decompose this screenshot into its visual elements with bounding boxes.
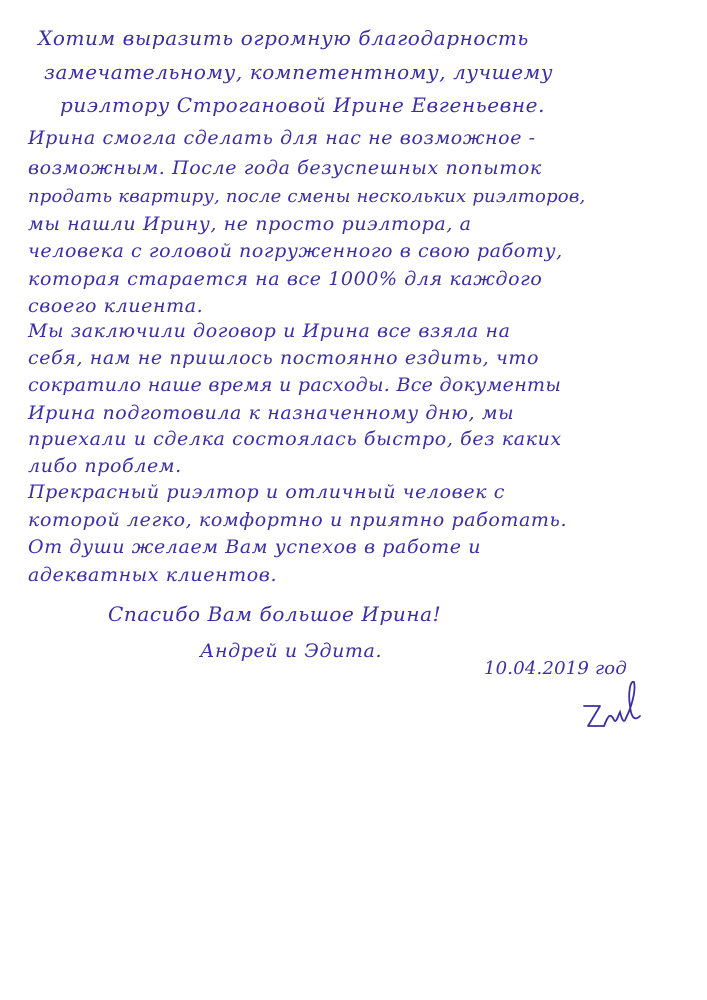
letter-line-10: своего клиента. <box>28 295 204 317</box>
letter-line-5: возможным. После года безуспешных попыток <box>28 157 542 179</box>
letter-line-6: продать квартиру, после смены нескольких риэлторов, <box>28 186 586 207</box>
letter-line-12: себя, нам не пришлось постоянно ездить, что <box>28 347 540 369</box>
letter-line-4: Ирина смогла сделать для нас не возможное - <box>28 127 536 149</box>
letter-line-3: риэлтору Строгановой Ирине Евгеньевне. <box>60 93 546 117</box>
letter-line-19: От души желаем Вам успехов в работе и <box>28 536 482 558</box>
letter-line-7: мы нашли Ирину, не просто риэлтора, а <box>28 213 472 235</box>
closing-line: Спасибо Вам большое Ирина! <box>108 602 442 626</box>
letter-date: 10.04.2019 год <box>484 658 627 679</box>
letter-line-9: которая старается на все 1000% для каждого <box>28 268 543 290</box>
signatory-names: Андрей и Эдита. <box>200 640 383 662</box>
letter-line-1: Хотим выразить огромную благодарность <box>38 26 529 50</box>
letter-line-13: сократило наше время и расходы. Все документы <box>28 374 562 396</box>
letter-line-11: Мы заключили договор и Ирина все взяла на <box>28 320 511 342</box>
letter-line-15: приехали и сделка состоялась быстро, без каких <box>28 428 562 450</box>
letter-line-17: Прекрасный риэлтор и отличный человек с <box>28 481 505 503</box>
letter-line-8: человека с головой погруженного в свою работу, <box>28 240 563 262</box>
letter-line-14: Ирина подготовила к назначенному дню, мы <box>28 402 515 424</box>
letter-line-18: которой легко, комфортно и приятно работать. <box>28 509 568 531</box>
letter-line-2: замечательному, компетентному, лучшему <box>44 60 554 84</box>
letter-line-16: либо проблем. <box>28 455 182 477</box>
handwritten-signature <box>578 676 648 736</box>
letter-line-20: адекватных клиентов. <box>28 564 278 586</box>
